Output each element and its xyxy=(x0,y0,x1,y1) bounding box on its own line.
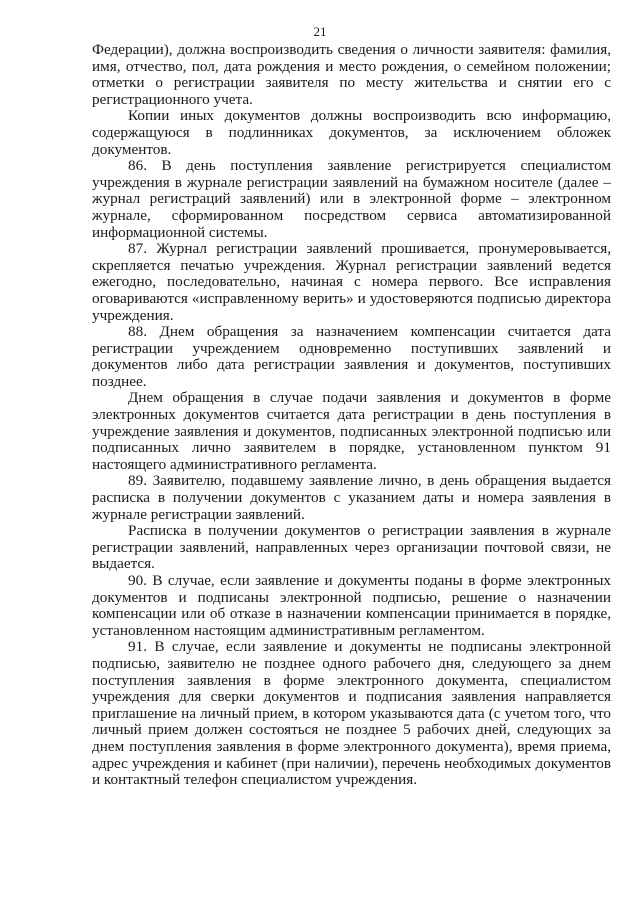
paragraph-89-postal: Расписка в получении документов о регистрации заявления в журнале регистрации заявлений, направленных через организации почтовой связи, не выдается. xyxy=(92,522,611,573)
paragraph-copies: Копии иных документов должны воспроизводить всю информацию, содержащуюся в подлинниках документов, за исключением обложек документов. xyxy=(92,107,611,158)
paragraph-88-electronic: Днем обращения в случае подачи заявления и документов в форме электронных документов считается дата регистрации в день поступления в учреждение заявления и документов, подписанных электронной подписью или подписанных лично заявителем в порядке, установленном пунктом 91 настоящего административного регламента. xyxy=(92,389,611,473)
document-body xyxy=(92,42,611,789)
paragraph-88: 88. Днем обращения за назначением компенсации считается дата регистрации учреждением одновременно поступивших заявлений и документов либо дата регистрации заявления и документов, поступивших позднее. xyxy=(92,323,611,390)
paragraph-86: 86. В день поступления заявление регистрируется специалистом учреждения в журнале регистрации заявлений на бумажном носителе (далее – журнал регистраций заявлений) или в электронной форме – электронном журнале, сформированном посредством сервиса автоматизированной информационной системы. xyxy=(92,157,611,241)
paragraph-87: 87. Журнал регистрации заявлений прошивается, пронумеровывается, скрепляется печатью учреждения. Журнал регистрации заявлений ведется ежегодно, последовательно, начиная с номера первого. Все исправления оговариваются «исправленному верить» и удостоверяются подписью директора учреждения. xyxy=(92,240,611,324)
paragraph-91: 91. В случае, если заявление и документы не подписаны электронной подписью, заявителю не позднее одного рабочего дня, следующего за днем поступления заявления в форме электронного документа, специалистом учреждения для сверки документов и подписания заявления направляется приглашение на личный прием, в котором указываются дата (с учетом того, что личный прием должен состояться не позднее 5 рабочих дней, следующих за днем поступления заявления в форме электронного документа), время приема, адрес учреждения и кабинет (при наличии), перечень необходимых документов и контактный телефон специалистом учреждения. xyxy=(92,638,611,789)
paragraph-89: 89. Заявителю, подавшему заявление лично, в день обращения выдается расписка в получении документов с указанием даты и номера заявления в журнале регистрации заявлений. xyxy=(92,472,611,523)
paragraph-90: 90. В случае, если заявление и документы поданы в форме электронных документов и подписаны электронной подписью, решение о назначении компенсации или об отказе в назначении компенсации принимается в порядке, установленном настоящим административным регламентом. xyxy=(92,572,611,639)
page-number: 21 xyxy=(313,24,327,39)
paragraph-continuation: Федерации), должна воспроизводить сведения о личности заявителя: фамилия, имя, отчество, пол, дата рождения и место рождения, о семейном положении; отметки о регистрации заявителя по месту жительства и снятии его с регистрационного учета. xyxy=(92,41,611,108)
